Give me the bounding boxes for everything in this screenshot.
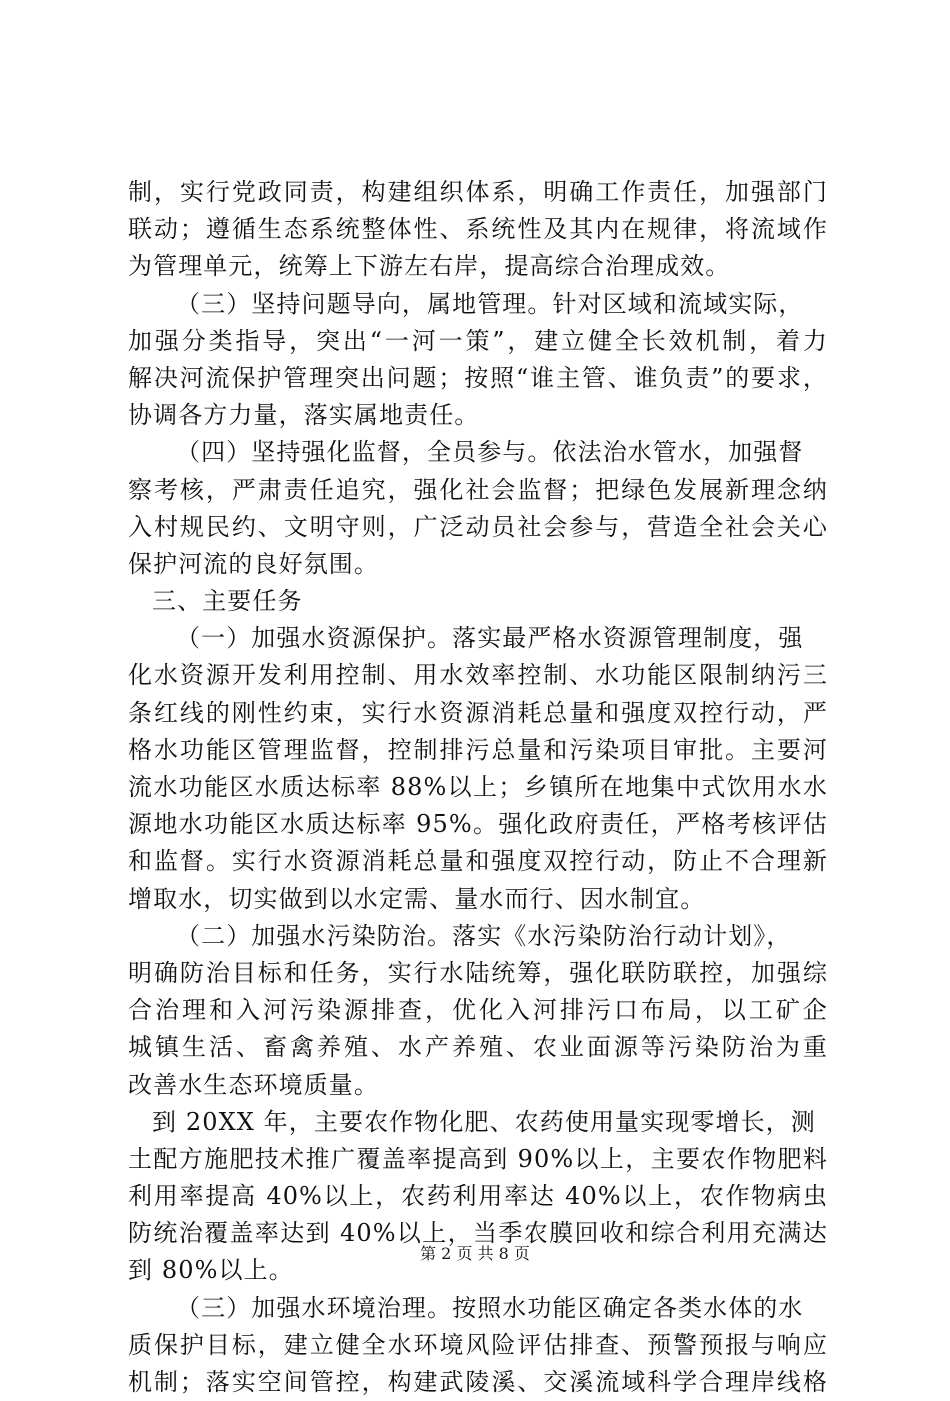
text-line: 条红线的刚性约束，实行水资源消耗总量和强度双控行动，严: [128, 698, 828, 727]
text-line: 化水资源开发利用控制、用水效率控制、水功能区限制纳污三: [128, 661, 828, 690]
text-line: 机制；落实空间管控，构建武陵溪、交溪流域科学合理岸线格: [128, 1368, 828, 1396]
text-line: （二）加强水污染防治。落实《水污染防治行动计划》，: [176, 921, 792, 950]
text-line: 到 80%以上。: [128, 1256, 294, 1285]
text-line: 增取水，切实做到以水定需、量水而行、因水制宜。: [128, 884, 706, 913]
text-line: （三）加强水环境治理。按照水功能区确定各类水体的水: [176, 1293, 804, 1322]
text-line: 利用率提高 40%以上，农药利用率达 40%以上，农作物病虫: [128, 1182, 828, 1211]
document-body: [128, 174, 828, 1401]
text-line: 到 20XX 年，主要农作物化肥、农药使用量实现零增长，测: [152, 1107, 816, 1136]
text-line: 入村规民约、文明守则，广泛动员社会参与，营造全社会关心: [128, 512, 828, 541]
text-line: 保护河流的良好氛围。: [128, 549, 379, 578]
text-line: 格水功能区管理监督，控制排污总量和污染项目审批。主要河: [128, 735, 828, 764]
text-line: 质保护目标，建立健全水环境风险评估排查、预警预报与响应: [128, 1330, 828, 1359]
text-line: 源地水功能区水质达标率 95%。强化政府责任，严格考核评估: [128, 810, 828, 839]
text-line: 解决河流保护管理突出问题；按照“谁主管、谁负责”的要求，: [128, 363, 828, 392]
text-line: （三）坚持问题导向，属地管理。针对区域和流域实际，: [176, 289, 804, 318]
text-line: 合治理和入河污染源排查，优化入河排污口布局，以工矿企: [128, 996, 828, 1025]
text-line: 明确防治目标和任务，实行水陆统筹，强化联防联控，加强综: [128, 958, 828, 987]
text-line: 改善水生态环境质量。: [128, 1070, 379, 1099]
text-line: 加强分类指导，突出“一河一策”，建立健全长效机制，着力: [128, 326, 828, 355]
text-line: 联动；遵循生态系统整体性、系统性及其内在规律，将流域作: [128, 215, 828, 244]
text-line: 防统治覆盖率达到 40%以上，当季农膜回收和综合利用充满达: [128, 1219, 828, 1248]
text-line: 和监督。实行水资源消耗总量和强度双控行动，防止不合理新: [128, 847, 828, 876]
text-line: 制，实行党政同责，构建组织体系，明确工作责任，加强部门: [128, 178, 828, 206]
text-line: 察考核，严肃责任追究，强化社会监督；把绿色发展新理念纳: [128, 475, 828, 504]
page-footer: 第 2 页 共 8 页: [420, 1244, 530, 1263]
text-line: 协调各方力量，落实属地责任。: [128, 401, 480, 430]
text-line: （一）加强水资源保护。落实最严格水资源管理制度，强: [176, 624, 804, 653]
text-line: 流水功能区水质达标率 88%以上；乡镇所在地集中式饮用水水: [128, 773, 828, 801]
text-line: 为管理单元，统筹上下游左右岸，提高综合治理成效。: [128, 252, 731, 281]
text-line: 城镇生活、畜禽养殖、水产养殖、农业面源等污染防治为重: [128, 1033, 828, 1062]
text-line: （四）坚持强化监督，全员参与。依法治水管水，加强督: [176, 438, 804, 467]
text-line: 土配方施肥技术推广覆盖率提高到 90%以上，主要农作物肥料: [128, 1144, 828, 1173]
text-line: 三、主要任务: [152, 587, 303, 616]
